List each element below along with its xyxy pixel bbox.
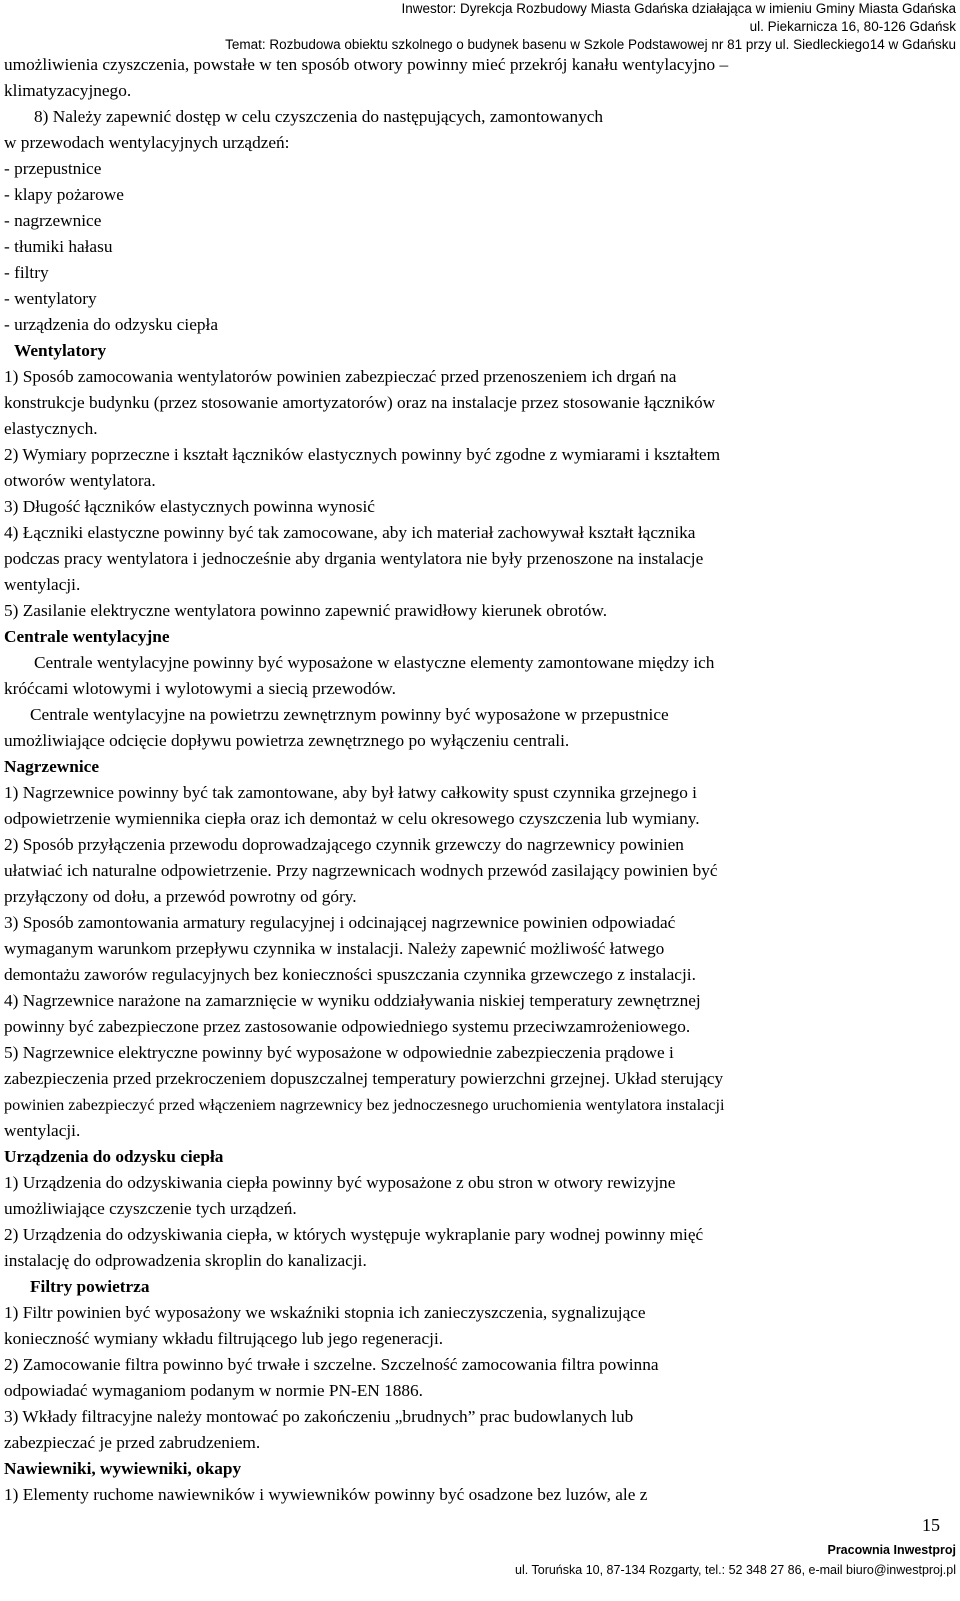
text-line: demontażu zaworów regulacyjnych bez konieczności spuszczania czynnika grzewczego z instalacji.	[4, 965, 696, 984]
text-line: 3) Długość łączników elastycznych powinna wynosić	[4, 497, 375, 516]
text-line: klimatyzacyjnego.	[4, 81, 132, 100]
text-line: 2) Wymiary poprzeczne i kształt łączników elastycznych powinny być zgodne z wymiarami i kształtem	[4, 445, 721, 464]
text-line: wymaganym warunkom przepływu czynnika w instalacji. Należy zapewnić możliwość łatwego	[4, 939, 665, 958]
text-line: Centrale wentylacyjne powinny być wyposażone w elastyczne elementy zamontowane między ich	[34, 653, 715, 672]
list-item: - urządzenia do odzysku ciepła	[4, 315, 218, 334]
text-line: elastycznych.	[4, 419, 98, 438]
text-line: króćcami wlotowymi i wylotowymi a siecią przewodów.	[4, 679, 396, 698]
text-line: 8) Należy zapewnić dostęp w celu czyszczenia do następujących, zamontowanych	[34, 107, 604, 126]
text-line: 2) Sposób przyłączenia przewodu doprowadzającego czynnik grzewczy do nagrzewnicy powinien	[4, 835, 684, 854]
section-heading-filtry: Filtry powietrza	[30, 1277, 150, 1296]
text-line: odpowiadać wymaganiom podanym w normie PN-EN 1886.	[4, 1381, 423, 1400]
text-line: 1) Nagrzewnice powinny być tak zamontowane, aby był łatwy całkowity spust czynnika grzejnego i	[4, 783, 697, 802]
text-line: 1) Filtr powinien być wyposażony we wskaźniki stopnia ich zanieczyszczenia, sygnalizujące	[4, 1303, 646, 1322]
list-item: - filtry	[4, 263, 49, 282]
text-line: 1) Urządzenia do odzyskiwania ciepła powinny być wyposażone z obu stron w otwory rewizyjne	[4, 1173, 676, 1192]
text-line: umożliwienia czyszczenia, powstałe w ten sposób otwory powinny mieć przekrój kanału wentylacyjno –	[4, 55, 729, 74]
text-line: instalację do odprowadzenia skroplin do kanalizacji.	[4, 1251, 367, 1270]
text-line: 1) Sposób zamocowania wentylatorów powinien zabezpieczać przed przenoszeniem ich drgań na	[4, 367, 677, 386]
text-line: zabezpieczenia przed przekroczeniem dopuszczalnej temperatury powierzchni grzejnej. Układ sterujący	[4, 1069, 724, 1088]
document-body	[4, 52, 934, 1508]
text-line: zabezpieczać je przed zabrudzeniem.	[4, 1433, 261, 1452]
text-line: 4) Łączniki elastyczne powinny być tak zamocowane, aby ich materiał zachowywał kształt łącznika	[4, 523, 696, 542]
text-line: wentylacji.	[4, 575, 81, 594]
footer-company: Pracownia Inwestproj	[827, 1543, 956, 1557]
header-investor: Inwestor: Dyrekcja Rozbudowy Miasta Gdańska działająca w imieniu Gminy Miasta Gdańska	[401, 1, 956, 16]
text-line: 3) Sposób zamontowania armatury regulacyjnej i odcinającej nagrzewnice powinien odpowiadać	[4, 913, 676, 932]
text-line: 3) Wkłady filtracyjne należy montować po zakończeniu „brudnych” prac budowlanych lub	[4, 1407, 634, 1426]
section-heading-centrale: Centrale wentylacyjne	[4, 627, 170, 646]
text-line: 5) Nagrzewnice elektryczne powinny być wyposażone w odpowiednie zabezpieczenia prądowe i	[4, 1043, 674, 1062]
list-item: - nagrzewnice	[4, 211, 102, 230]
section-heading-nagrzewnice: Nagrzewnice	[4, 757, 100, 776]
page-number: 15	[922, 1515, 940, 1535]
text-line: 4) Nagrzewnice narażone na zamarznięcie w wyniku oddziaływania niskiej temperatury zewnętrznej	[4, 991, 701, 1010]
text-line: otworów wentylatora.	[4, 471, 156, 490]
text-line: w przewodach wentylacyjnych urządzeń:	[4, 133, 290, 152]
section-heading-nawiewniki: Nawiewniki, wywiewniki, okapy	[4, 1459, 242, 1478]
text-line: powinien zabezpieczyć przed włączeniem nagrzewnicy bez jednoczesnego uruchomienia wentylatora instalacji	[4, 1096, 725, 1114]
text-line: podczas pracy wentylatora i jednocześnie aby drgania wentylatora nie były przenoszone na instalacje	[4, 549, 704, 568]
text-line: konstrukcje budynku (przez stosowanie amortyzatorów) oraz na instalacje przez stosowanie łączników	[4, 393, 716, 412]
text-line: umożliwiające odcięcie dopływu powietrza zewnętrznego po wyłączeniu centrali.	[4, 731, 570, 750]
list-item: - wentylatory	[4, 289, 97, 308]
header-address: ul. Piekarnicza 16, 80-126 Gdańsk	[749, 19, 956, 34]
list-item: - przepustnice	[4, 159, 102, 178]
text-line: 5) Zasilanie elektryczne wentylatora powinno zapewnić prawidłowy kierunek obrotów.	[4, 601, 608, 620]
text-line: 2) Zamocowanie filtra powinno być trwałe i szczelne. Szczelność zamocowania filtra powinna	[4, 1355, 659, 1374]
list-item: - tłumiki hałasu	[4, 237, 113, 256]
text-line: ułatwiać ich naturalne odpowietrzenie. Przy nagrzewnicach wodnych przewód zasilający powinien być	[4, 861, 718, 880]
text-line: umożliwiające czyszczenie tych urządzeń.	[4, 1199, 297, 1218]
text-line: konieczność wymiany wkładu filtrującego lub jego regeneracji.	[4, 1329, 444, 1348]
text-line: wentylacji.	[4, 1121, 81, 1140]
list-item: - klapy pożarowe	[4, 185, 124, 204]
text-line: Centrale wentylacyjne na powietrzu zewnętrznym powinny być wyposażone w przepustnice	[30, 705, 669, 724]
text-line: powinny być zabezpieczone przez zastosowanie odpowiedniego systemu przeciwzamrożeniowego.	[4, 1017, 691, 1036]
section-heading-odzysk: Urządzenia do odzysku ciepła	[4, 1147, 224, 1166]
page-header	[0, 0, 956, 54]
section-heading-wentylatory: Wentylatory	[14, 341, 107, 360]
text-line: 2) Urządzenia do odzyskiwania ciepła, w których występuje wykraplanie pary wodnej powinny mięć	[4, 1225, 704, 1244]
text-line: 1) Elementy ruchome nawiewników i wywiewników powinny być osadzone bez luzów, ale z	[4, 1485, 648, 1504]
text-line: odpowietrzenie wymiennika ciepła oraz ich demontaż w celu okresowego czyszczenia lub wymiany.	[4, 809, 700, 828]
page-footer	[0, 1540, 956, 1580]
footer-address: ul. Toruńska 10, 87-134 Rozgarty, tel.: 52 348 27 86, e-mail biuro@inwestproj.pl	[515, 1563, 956, 1577]
header-topic: Temat: Rozbudowa obiektu szkolnego o budynek basenu w Szkole Podstawowej nr 81 przy ul. Siedleckiego14 w Gdańsku	[225, 37, 956, 52]
text-line: przyłączony od dołu, a przewód powrotny od góry.	[4, 887, 357, 906]
